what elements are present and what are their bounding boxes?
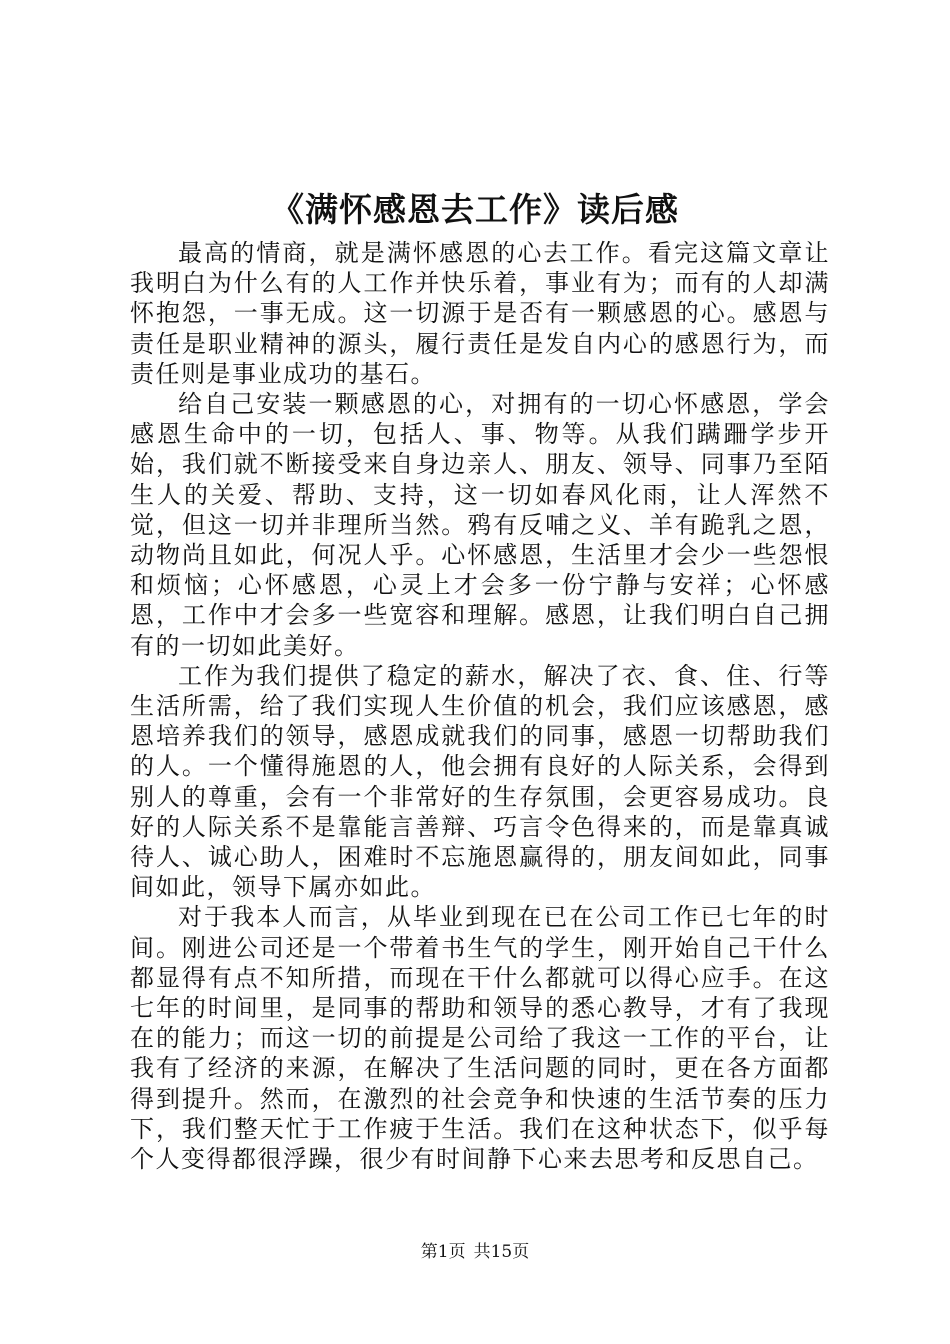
document-title: 《满怀感恩去工作》读后感	[271, 190, 679, 229]
paragraph: 给自己安装一颗感恩的心，对拥有的一切心怀感恩，学会感恩生命中的一切，包括人、事、物等。从我们蹒跚学步开始，我们就不断接受来自身边亲人、朋友、领导、同事乃至陌生人的关爱、帮助、支持，这一切如春风化雨，让人浑然不觉，但这一切并非理所当然。鸦有反哺之义、羊有跪乳之恩，动物尚且如此，何况人乎。心怀感恩，生活里才会少一些怨恨和烦恼；心怀感恩，心灵上才会多一份宁静与安祥；心怀感恩，工作中才会多一些宽容和理解。感恩，让我们明白自己拥有的一切如此美好。	[130, 390, 830, 660]
page-number-total: 共15页	[473, 1242, 530, 1262]
document-body	[130, 238, 830, 1174]
page-number-current: 第1页	[420, 1242, 466, 1262]
paragraph: 对于我本人而言，从毕业到现在已在公司工作已七年的时间。刚进公司还是一个带着书生气的学生，刚开始自己干什么都显得有点不知所措，而现在干什么都就可以得心应手。在这七年的时间里，是同事的帮助和领导的悉心教导，才有了我现在的能力；而这一切的前提是公司给了我这一工作的平台，让我有了经济的来源，在解决了生活问题的同时，更在各方面都得到提升。然而，在激烈的社会竞争和快速的生活节奏的压力下，我们整天忙于工作疲于生活。我们在这种状态下，似乎每个人变得都很浮躁，很少有时间静下心来去思考和反思自己。	[130, 903, 830, 1174]
page-footer	[0, 1240, 950, 1264]
paragraph: 工作为我们提供了稳定的薪水，解决了衣、食、住、行等生活所需，给了我们实现人生价值的机会，我们应该感恩，感恩培养我们的领导，感恩成就我们的同事，感恩一切帮助我们的人。一个懂得施恩的人，他会拥有良好的人际关系，会得到别人的尊重，会有一个非常好的生存氛围，会更容易成功。良好的人际关系不是靠能言善辩、巧言令色得来的，而是靠真诚待人、诚心助人，困难时不忘施恩赢得的，朋友间如此，同事间如此，领导下属亦如此。	[130, 661, 830, 902]
paragraph: 最高的情商，就是满怀感恩的心去工作。看完这篇文章让我明白为什么有的人工作并快乐着，事业有为；而有的人却满怀抱怨，一事无成。这一切源于是否有一颗感恩的心。感恩与责任是职业精神的源头，履行责任是发自内心的感恩行为，而责任则是事业成功的基石。	[130, 239, 830, 388]
